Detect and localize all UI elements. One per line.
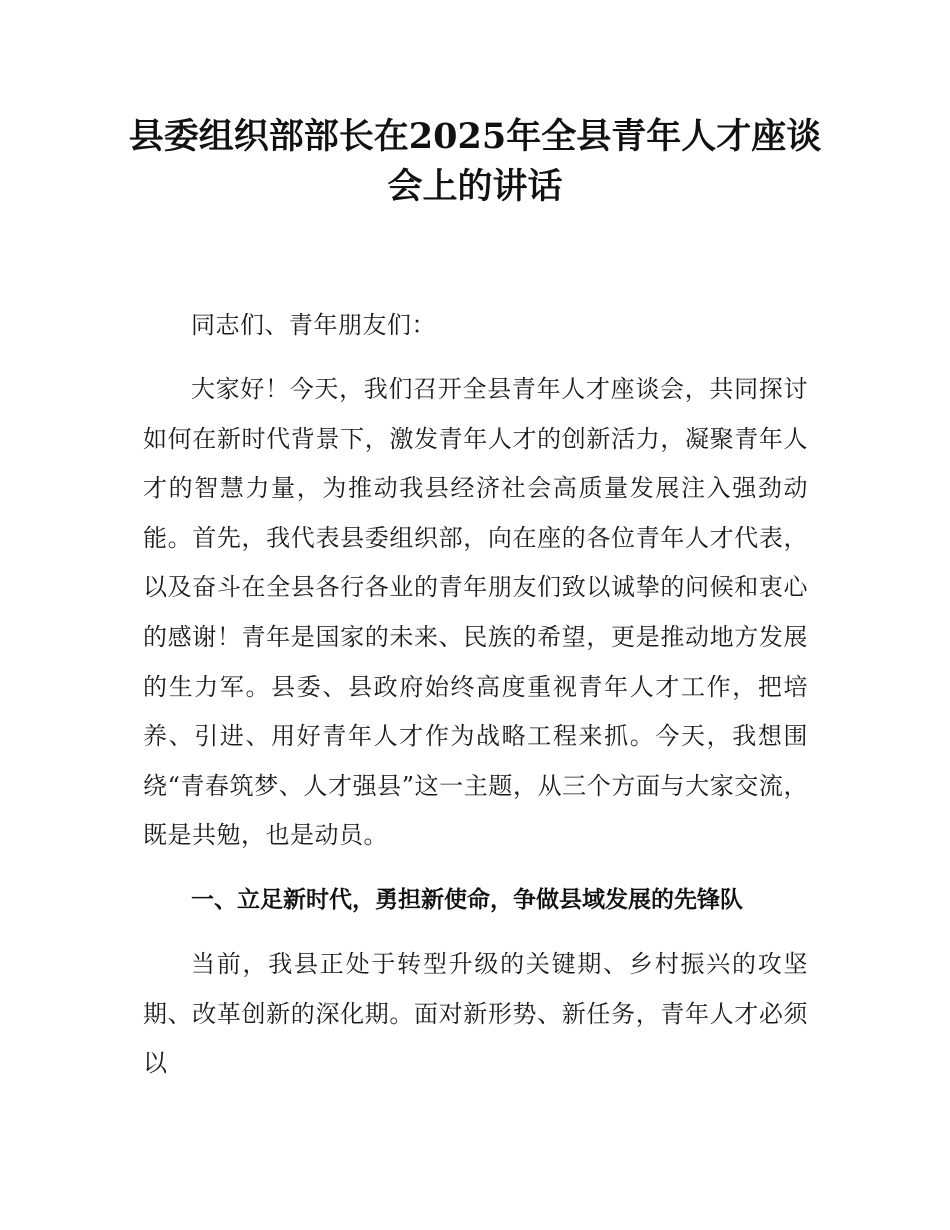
opening-paragraph: 大家好！今天，我们召开全县青年人才座谈会，共同探讨如何在新时代背景下，激发青年人才的创新活力，凝聚青年人才的智慧力量，为推动我县经济社会高质量发展注入强劲动能。首先，我代表县委组织部，向在座的各位青年人才代表，以及奋斗在全县各行各业的青年朋友们致以诚挚的问候和衷心的感谢！青年是国家的未来、民族的希望，更是推动地方发展的生力军。县委、县政府始终高度重视青年人才工作，把培养、引进、用好青年人才作为战略工程来抓。今天，我想围绕“青春筑梦、人才强县”这一主题，从三个方面与大家交流，既是共勉，也是动员。 — [143, 375, 808, 850]
salutation: 同志们、青年朋友们： — [191, 311, 436, 339]
document-title — [100, 112, 850, 212]
section-heading-1: 一、立足新时代，勇担新使命，争做县域发展的先锋队 — [191, 887, 743, 913]
title-line-1: 县委组织部部长在2025年全县青年人才座谈 — [128, 116, 822, 157]
section-1-paragraph: 当前，我县正处于转型升级的关键期、乡村振兴的攻坚期、改革创新的深化期。面对新形势、新任务，青年人才必须以 — [143, 950, 808, 1078]
title-line-2: 会上的讲话 — [387, 166, 563, 207]
